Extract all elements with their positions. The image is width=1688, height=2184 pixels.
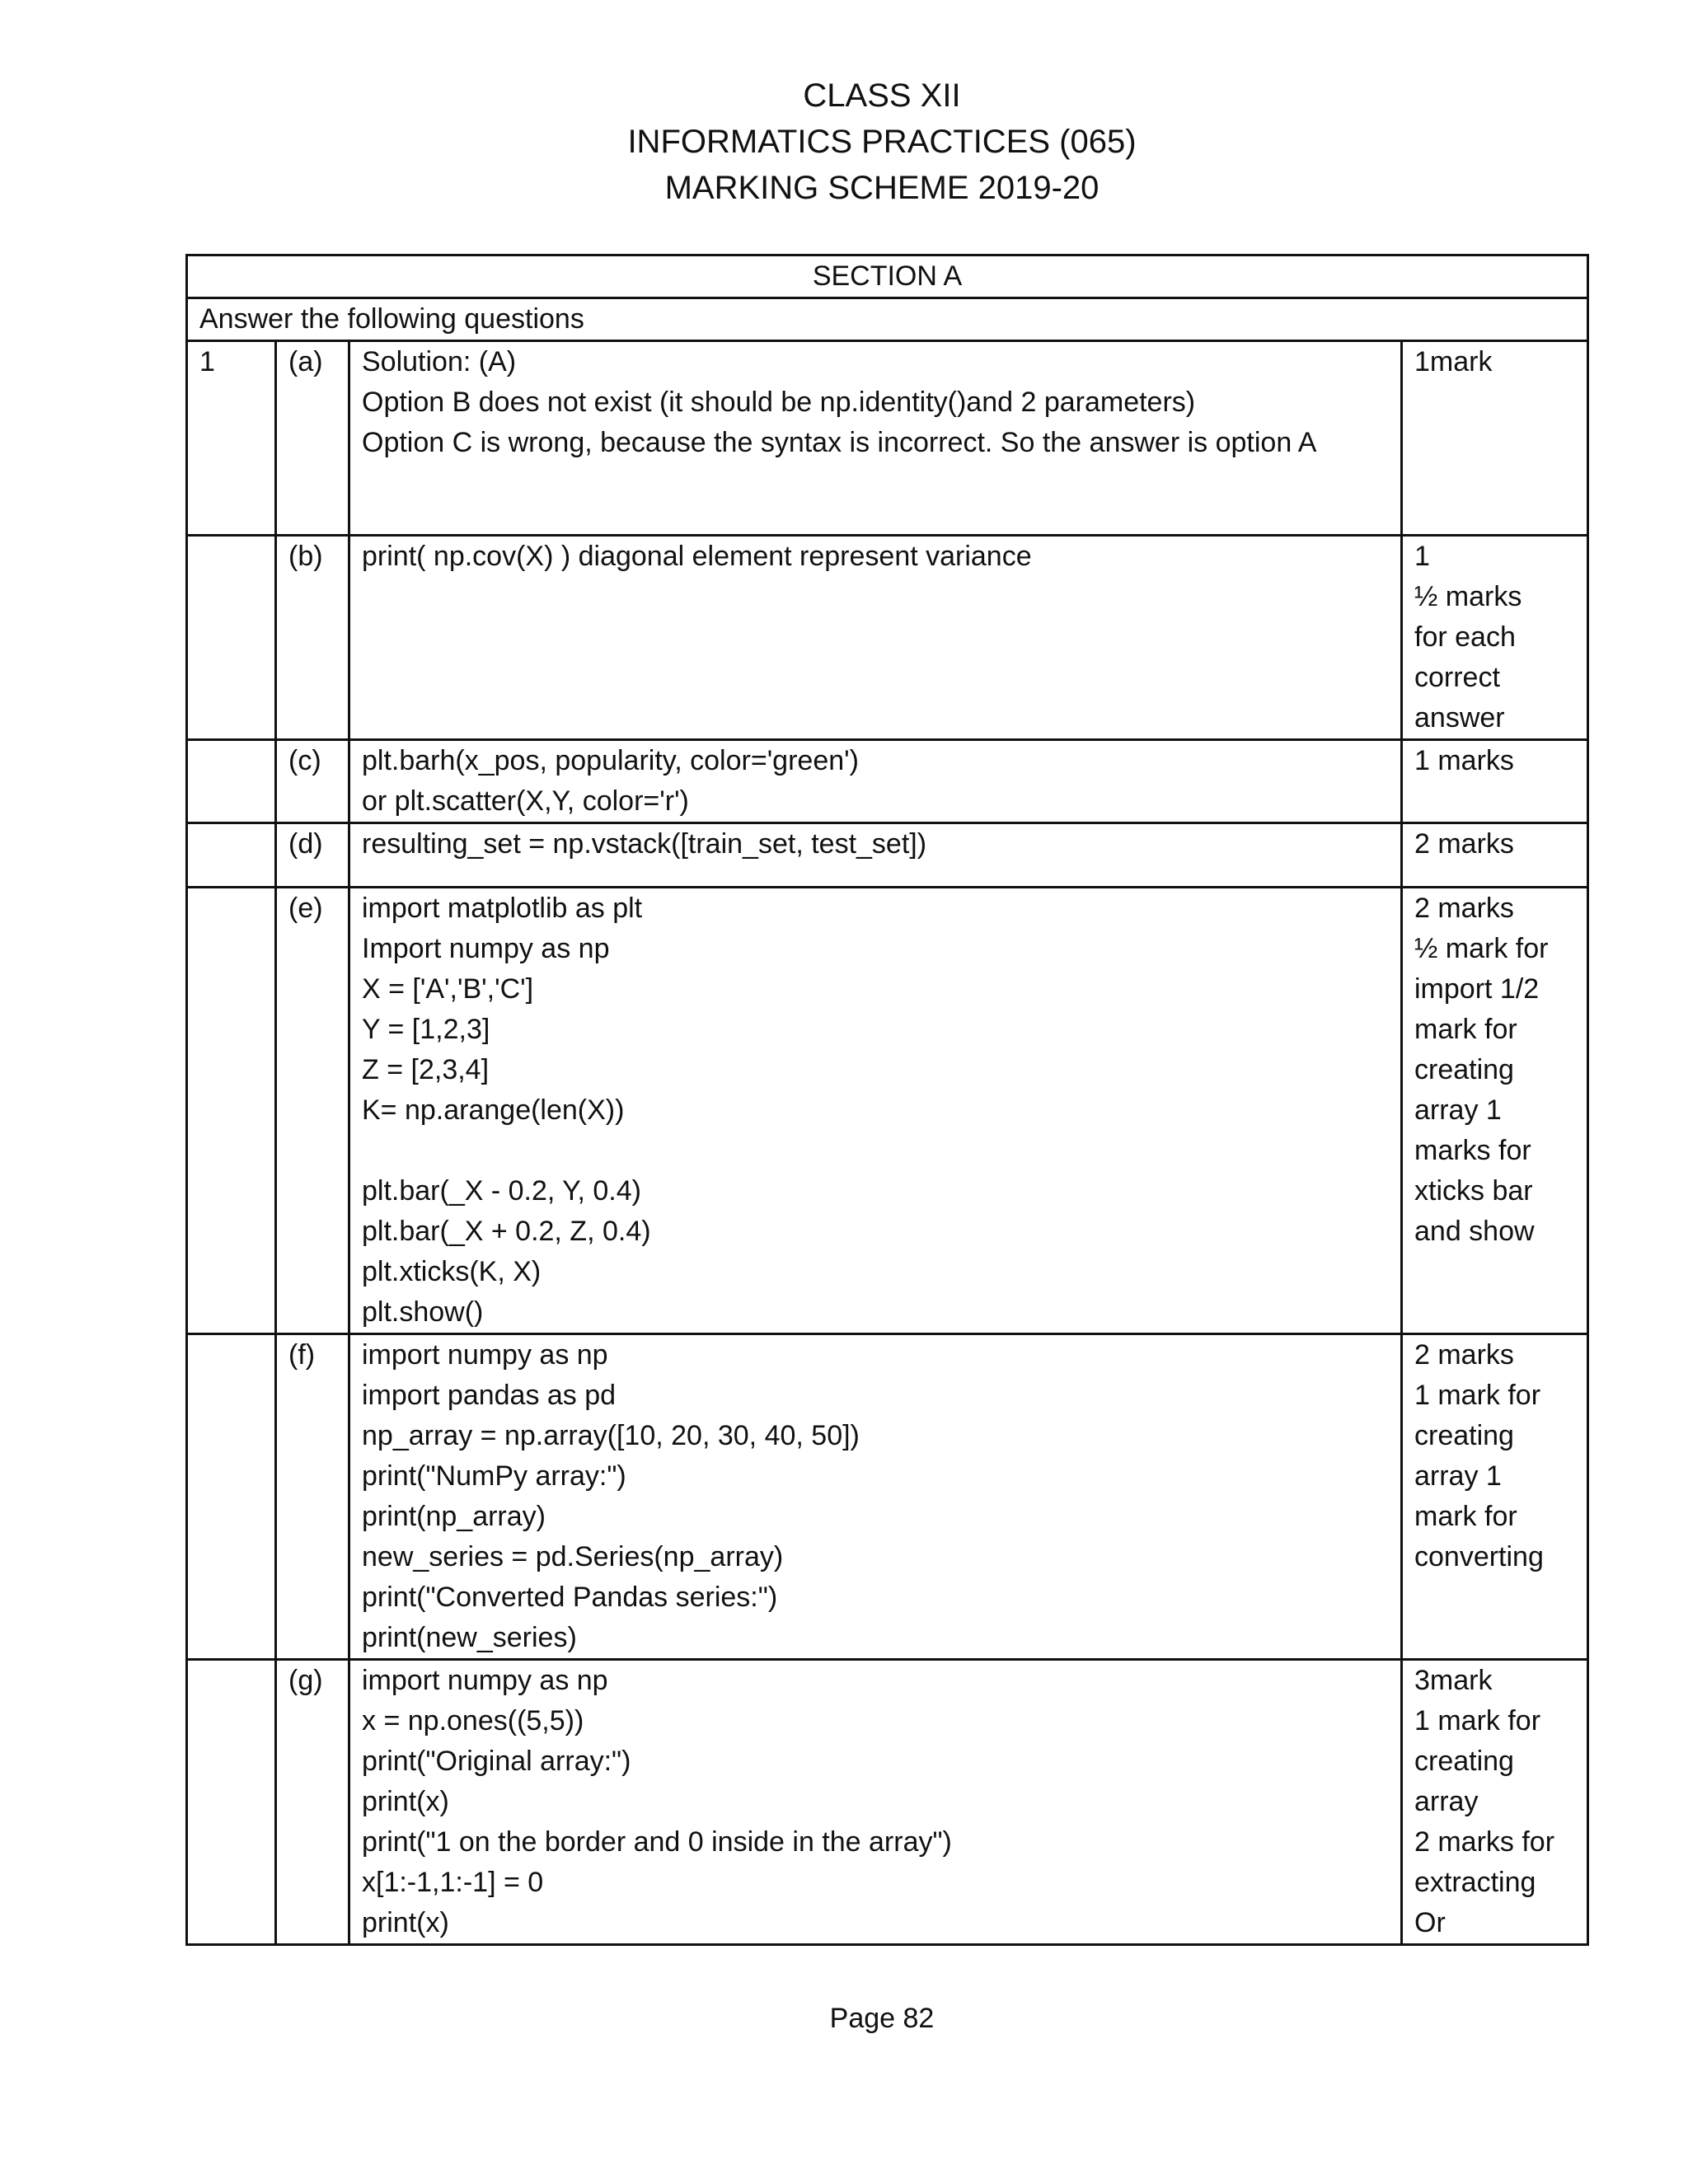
question-number: [187, 536, 276, 740]
answer-line: K= np.arange(len(X)): [362, 1094, 625, 1126]
marks-line: import 1/2: [1414, 973, 1540, 1005]
answer-line: print("Original array:"): [362, 1746, 631, 1777]
answer-line: Solution: (A): [362, 346, 517, 377]
instructions-row: [187, 298, 1588, 341]
answer-line: import matplotlib as plt: [362, 893, 643, 924]
question-part: (b): [276, 536, 349, 740]
marks-line: answer: [1414, 702, 1505, 733]
marks-line: 1mark: [1414, 346, 1493, 377]
question-row: [187, 536, 1588, 740]
answer-cell: [349, 1334, 1402, 1660]
marks-line: 2 marks: [1414, 828, 1514, 860]
class-title: CLASS XII: [803, 77, 961, 114]
question-part: (f): [276, 1334, 349, 1660]
question-part: (e): [276, 888, 349, 1334]
answer-line: Import numpy as np: [362, 933, 610, 964]
answer-line: new_series = pd.Series(np_array): [362, 1541, 784, 1572]
marks-line: 2 marks for: [1414, 1826, 1555, 1858]
marks-line: for each: [1414, 621, 1516, 653]
section-title: SECTION A: [187, 255, 1588, 298]
marks-line: creating: [1414, 1054, 1514, 1085]
answer-line: plt.bar(_X - 0.2, Y, 0.4): [362, 1175, 641, 1207]
answer-cell: [349, 1660, 1402, 1945]
question-part: (d): [276, 823, 349, 888]
answer-line: x[1:-1,1:-1] = 0: [362, 1867, 544, 1898]
marks-line: creating: [1414, 1746, 1514, 1777]
marks-line: converting: [1414, 1541, 1544, 1572]
marks-line: and show: [1414, 1216, 1535, 1247]
marks-line: array 1: [1414, 1460, 1502, 1492]
subject-title: INFORMATICS PRACTICES (065): [627, 124, 1137, 160]
answer-line: plt.xticks(K, X): [362, 1256, 542, 1287]
marks-line: xticks bar: [1414, 1175, 1533, 1207]
answer-cell: [349, 823, 1402, 888]
marks-cell: [1402, 888, 1588, 1334]
marks-line: 3mark: [1414, 1665, 1493, 1696]
answer-line: print("1 on the border and 0 inside in the array"): [362, 1826, 952, 1858]
question-part: (c): [276, 740, 349, 823]
section-header-row: [187, 255, 1588, 298]
answer-line: Z = [2,3,4]: [362, 1054, 490, 1085]
answer-line: print(new_series): [362, 1622, 577, 1653]
answer-line: resulting_set = np.vstack([train_set, test_set]): [362, 828, 927, 860]
question-number: [187, 740, 276, 823]
marks-line: 1 mark for: [1414, 1705, 1541, 1736]
marks-cell: [1402, 1334, 1588, 1660]
marks-line: correct: [1414, 662, 1500, 693]
section-instructions: Answer the following questions: [187, 298, 1588, 341]
marks-line: 1 mark for: [1414, 1380, 1541, 1411]
answer-line: Option C is wrong, because the syntax is incorrect. So the answer is option A: [362, 427, 1317, 458]
question-row: [187, 823, 1588, 888]
answer-line: x = np.ones((5,5)): [362, 1705, 584, 1736]
answer-line: print(x): [362, 1786, 449, 1817]
answer-line: Option B does not exist (it should be np.identity()and 2 parameters): [362, 387, 1196, 418]
answer-line: or plt.scatter(X,Y, color='r'): [362, 785, 689, 817]
answer-line: import pandas as pd: [362, 1380, 617, 1411]
answer-line: import numpy as np: [362, 1665, 608, 1696]
marks-line: marks for: [1414, 1135, 1531, 1166]
answer-line: print( np.cov(X) ) diagonal element represent variance: [362, 541, 1032, 572]
question-number: [187, 1334, 276, 1660]
answer-line: plt.barh(x_pos, popularity, color='green'): [362, 745, 859, 776]
answer-line: Y = [1,2,3]: [362, 1014, 490, 1045]
question-row: [187, 1334, 1588, 1660]
answer-line: np_array = np.array([10, 20, 30, 40, 50]): [362, 1420, 860, 1451]
answer-line: import numpy as np: [362, 1339, 608, 1371]
page-number: Page 82: [829, 2003, 935, 2034]
question-number: [187, 823, 276, 888]
marks-line: array: [1414, 1786, 1479, 1817]
question-number: 1: [187, 341, 276, 536]
question-number: [187, 888, 276, 1334]
marks-cell: [1402, 823, 1588, 888]
marks-line: creating: [1414, 1420, 1514, 1451]
marks-cell: [1402, 740, 1588, 823]
marks-line: mark for: [1414, 1014, 1517, 1045]
question-row: [187, 1660, 1588, 1945]
answer-cell: [349, 888, 1402, 1334]
answer-line: X = ['A','B','C']: [362, 973, 534, 1005]
marks-cell: [1402, 536, 1588, 740]
question-row: [187, 341, 1588, 536]
answer-line: plt.bar(_X + 0.2, Z, 0.4): [362, 1216, 651, 1247]
answer-line: print(x): [362, 1907, 449, 1938]
marks-line: 1 marks: [1414, 745, 1514, 776]
marking-scheme-table: [185, 254, 1589, 1946]
question-row: [187, 888, 1588, 1334]
answer-line: print("NumPy array:"): [362, 1460, 626, 1492]
question-part: (g): [276, 1660, 349, 1945]
question-part: (a): [276, 341, 349, 536]
answer-line: plt.show(): [362, 1296, 484, 1328]
answer-line: print("Converted Pandas series:"): [362, 1582, 778, 1613]
marks-cell: [1402, 1660, 1588, 1945]
marks-line: mark for: [1414, 1501, 1517, 1532]
marks-line: Or: [1414, 1907, 1446, 1938]
answer-cell: [349, 536, 1402, 740]
marks-line: ½ marks: [1414, 581, 1522, 612]
question-number: [187, 1660, 276, 1945]
marks-line: extracting: [1414, 1867, 1536, 1898]
answer-line: print(np_array): [362, 1501, 546, 1532]
marks-line: 2 marks: [1414, 893, 1514, 924]
answer-blank-line: [362, 1131, 1389, 1171]
marks-cell: [1402, 341, 1588, 536]
marks-line: 1: [1414, 541, 1430, 572]
answer-cell: [349, 740, 1402, 823]
scheme-title: MARKING SCHEME 2019-20: [664, 170, 1100, 206]
marks-line: array 1: [1414, 1094, 1502, 1126]
document-header: [0, 73, 1688, 211]
marks-line: 2 marks: [1414, 1339, 1514, 1371]
marks-line: ½ mark for: [1414, 933, 1549, 964]
question-row: [187, 740, 1588, 823]
answer-cell: [349, 341, 1402, 536]
